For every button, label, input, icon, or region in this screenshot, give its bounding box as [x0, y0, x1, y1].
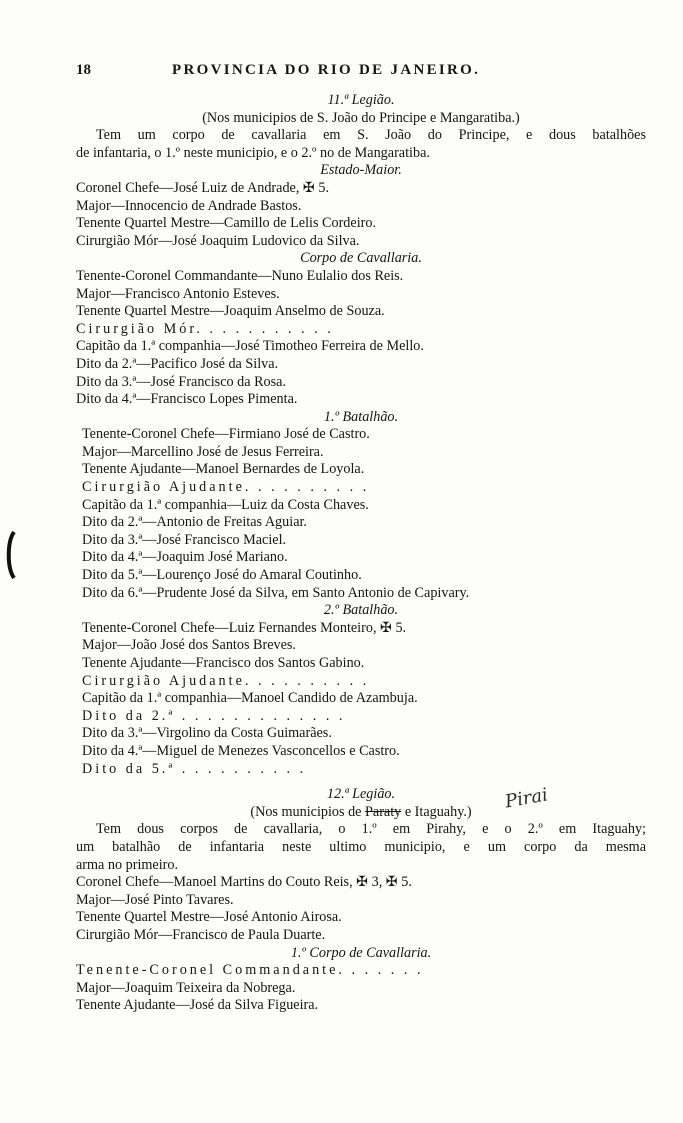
legion-description: um batalhão de infantaria neste ultimo municipio, e um corpo da mesma: [76, 838, 646, 855]
legion-description: Tem dous corpos de cavallaria, o 1.º em Pirahy, e o 2.º em Itaguahy;: [96, 821, 646, 838]
section-heading: 2.º Batalhão.: [323, 602, 399, 619]
roster-entry: Dito da 4.ª—Miguel de Menezes Vasconcellos e Castro.: [82, 742, 400, 759]
roster-entry: Dito da 3.ª—Virgolino da Costa Guimarães.: [82, 725, 332, 742]
roster-entry: Major—Joaquim Teixeira da Nobrega.: [76, 979, 296, 996]
page-header: [76, 62, 646, 86]
struck-place-name: Paraty: [365, 803, 402, 820]
page-text: [76, 92, 646, 1015]
legion-description: arma no primeiro.: [76, 856, 179, 873]
roster-entry: Major—José Pinto Tavares.: [76, 891, 234, 908]
roster-entry: Capitão da 1.ª companhia—José Timotheo Ferreira de Mello.: [76, 338, 424, 355]
roster-entry: Dito da 5.ª . . . . . . . . . .: [82, 760, 307, 777]
roster-entry: Tenente-Coronel Commandante. . . . . . .: [76, 962, 424, 979]
handwritten-note: Pirai: [503, 784, 550, 813]
legion-location: [76, 804, 646, 822]
roster-entry: Major—João José dos Santos Breves.: [82, 637, 296, 654]
roster-entry: Dito da 2.ª—Antonio de Freitas Aguiar.: [82, 514, 307, 531]
roster-entry: Tenente Quartel Mestre—José Antonio Airosa.: [76, 909, 342, 926]
page-number: 18: [76, 62, 91, 78]
roster-entry: Coronel Chefe—José Luiz de Andrade, ✠ 5.: [76, 179, 330, 196]
section-heading: 1.º Batalhão.: [323, 408, 399, 425]
legion-description: Tem um corpo de cavallaria em S. João do Principe, e dous batalhões: [96, 127, 646, 144]
roster-entry: Cirurgião Mór. . . . . . . . . . .: [76, 320, 334, 337]
roster-entry: Coronel Chefe—Manoel Martins do Couto Reis, ✠ 3, ✠ 5.: [76, 874, 412, 891]
roster-entry: Major—Marcellino José de Jesus Ferreira.: [82, 443, 324, 460]
location-prefix: (Nos municipios de: [250, 803, 366, 820]
roster-entry: Major—Francisco Antonio Esteves.: [76, 285, 280, 302]
roster-entry: Cirurgião Mór—Francisco de Paula Duarte.: [76, 926, 326, 943]
roster-entry: Tenente Ajudante—Francisco dos Santos Gabino.: [82, 655, 365, 671]
legion-description: de infantaria, o 1.º neste municipio, e o 2.º no de Mangaratiba.: [76, 144, 430, 161]
roster-entry: Dito da 2.ª—Pacifico José da Silva.: [76, 355, 279, 372]
roster-entry: Tenente Ajudante—Manoel Bernardes de Loyola.: [82, 461, 365, 478]
running-title: PROVINCIA DO RIO DE JANEIRO.: [172, 62, 481, 78]
section-heading: Corpo de Cavallaria.: [300, 250, 422, 267]
roster-entry: Tenente Ajudante—José da Silva Figueira.: [76, 997, 319, 1014]
legion-heading: 12.ª Legião.: [326, 786, 396, 803]
roster-entry: Cirurgião Ajudante. . . . . . . . . .: [82, 672, 370, 689]
roster-entry: Capitão da 1.ª companhia—Luiz da Costa Chaves.: [82, 496, 369, 513]
section-heading: 1.º Corpo de Cavallaria.: [290, 944, 432, 961]
roster-entry: Major—Innocencio de Andrade Bastos.: [76, 197, 302, 214]
roster-entry: Tenente Quartel Mestre—Joaquim Anselmo de Souza.: [76, 303, 385, 320]
roster-entry: Dito da 4.ª—Francisco Lopes Pimenta.: [76, 391, 298, 408]
legion-heading: 11.ª Legião.: [327, 92, 395, 108]
roster-entry: Dito da 4.ª—Joaquim José Mariano.: [82, 549, 288, 566]
roster-entry: Capitão da 1.ª companhia—Manoel Candido de Azambuja.: [82, 690, 418, 707]
roster-entry: Dito da 3.ª—José Francisco da Rosa.: [76, 373, 286, 390]
roster-entry: Cirurgião Mór—José Joaquim Ludovico da Silva.: [76, 232, 360, 249]
binding-mark-icon: [4, 530, 18, 580]
roster-entry: Dito da 6.ª—Prudente José da Silva, em Santo Antonio de Capivary.: [82, 584, 470, 601]
roster-entry: Tenente-Coronel Commandante—Nuno Eulalio dos Reis.: [76, 267, 404, 284]
roster-entry: Dito da 2.ª . . . . . . . . . . . . .: [82, 707, 346, 724]
roster-entry: Cirurgião Ajudante. . . . . . . . . .: [82, 479, 370, 496]
roster-entry: Dito da 5.ª—Lourenço José do Amaral Coutinho.: [82, 567, 362, 584]
roster-entry: Tenente Quartel Mestre—Camillo de Lelis Cordeiro.: [76, 215, 377, 232]
section-heading: Estado-Maior.: [320, 162, 402, 179]
legion-location: (Nos municipios de S. João do Principe e Mangaratiba.): [202, 109, 520, 126]
roster-entry: Tenente-Coronel Chefe—Firmiano José de Castro.: [82, 426, 370, 443]
location-suffix: e Itaguahy.): [401, 803, 472, 820]
roster-entry: Tenente-Coronel Chefe—Luiz Fernandes Monteiro, ✠ 5.: [82, 619, 407, 636]
roster-entry: Dito da 3.ª—José Francisco Maciel.: [82, 531, 287, 548]
